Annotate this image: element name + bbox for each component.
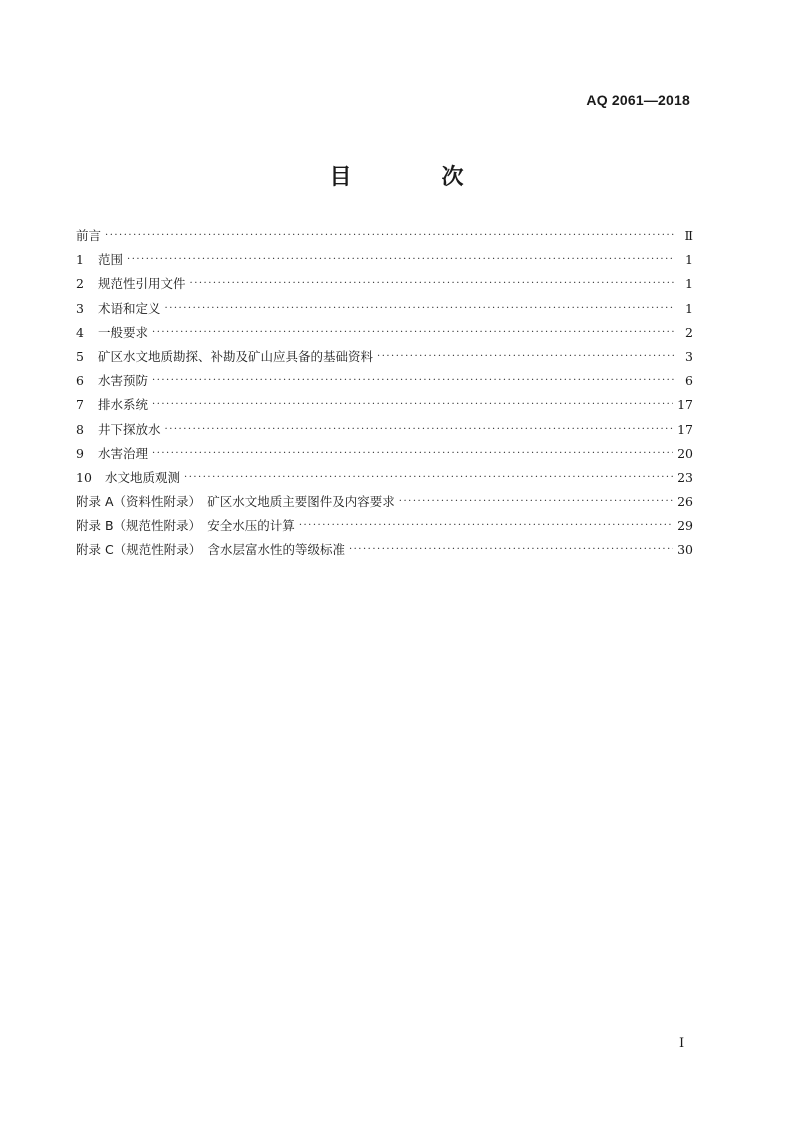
toc-leader-dots: [152, 375, 675, 386]
toc-entry-page: 20: [677, 445, 693, 461]
toc-entry-7[interactable]: [76, 395, 693, 419]
toc-entry-9[interactable]: [76, 444, 693, 468]
toc-entry-1[interactable]: [76, 250, 693, 274]
toc-leader-dots: [105, 230, 675, 241]
toc-entry-page: 30: [677, 542, 693, 558]
toc-leader-dots: [349, 544, 673, 555]
toc-entry-page: 3: [685, 348, 693, 364]
toc-entry-number: 10: [76, 469, 92, 485]
toc-entry-label: 术语和定义: [98, 300, 161, 316]
toc-entry-label: 排水系统: [98, 397, 149, 413]
toc-entry-appendix-b[interactable]: [76, 516, 693, 540]
toc-entry-page: 17: [677, 421, 693, 437]
toc-entry-label: 水文地质观测: [105, 469, 181, 485]
toc-leader-dots: [152, 448, 673, 459]
toc-entry-label: 附录 C（规范性附录） 含水层富水性的等级标准: [76, 542, 345, 558]
toc-leader-dots: [377, 351, 675, 362]
toc-entry-label: 附录 A（资料性附录） 矿区水文地质主要图件及内容要求: [76, 494, 395, 510]
toc-entry-number: 8: [76, 421, 84, 437]
toc-entry-label: 规范性引用文件: [98, 276, 186, 292]
toc-entry-page: 6: [685, 373, 693, 389]
toc-leader-dots: [152, 399, 673, 410]
standard-code: AQ 2061—2018: [586, 92, 690, 108]
toc-leader-dots: [190, 278, 675, 289]
toc-entry-label: 井下探放水: [98, 421, 161, 437]
toc-entry-number: 6: [76, 373, 84, 389]
toc-leader-dots: [184, 472, 673, 483]
toc-entry-label: 附录 B（规范性附录） 安全水压的计算: [76, 518, 295, 534]
toc-entry-number: 4: [76, 324, 84, 340]
table-of-contents: [76, 226, 693, 565]
toc-entry-foreword[interactable]: [76, 226, 693, 250]
toc-entry-label: 水害预防: [98, 373, 149, 389]
toc-leader-dots: [299, 520, 673, 531]
toc-entry-number: 3: [76, 300, 84, 316]
toc-entry-page: 1: [685, 300, 693, 316]
toc-entry-4[interactable]: [76, 323, 693, 347]
toc-entry-appendix-a[interactable]: [76, 492, 693, 516]
page-title: 目 次: [329, 165, 498, 190]
toc-entry-3[interactable]: [76, 299, 693, 323]
toc-leader-dots: [165, 303, 675, 314]
toc-entry-page: 2: [685, 324, 693, 340]
toc-entry-appendix-c[interactable]: [76, 540, 693, 564]
toc-entry-label: 范围: [98, 252, 124, 268]
toc-entry-label: 矿区水文地质勘探、补勘及矿山应具备的基础资料: [98, 348, 374, 364]
toc-entry-number: 2: [76, 276, 84, 292]
toc-entry-10[interactable]: [76, 468, 693, 492]
toc-entry-page: Ⅱ: [684, 228, 693, 243]
toc-entry-6[interactable]: [76, 371, 693, 395]
page-number: I: [679, 1036, 685, 1051]
toc-entry-number: 7: [76, 397, 84, 413]
toc-entry-number: 9: [76, 445, 84, 461]
toc-entry-label: 一般要求: [98, 324, 149, 340]
toc-leader-dots: [165, 424, 674, 435]
toc-entry-5[interactable]: [76, 347, 693, 371]
toc-leader-dots: [127, 254, 675, 265]
toc-entry-page: 1: [685, 252, 693, 268]
toc-entry-page: 23: [677, 469, 693, 485]
toc-entry-page: 26: [677, 494, 693, 510]
toc-entry-page: 29: [677, 518, 693, 534]
toc-entry-2[interactable]: [76, 274, 693, 298]
toc-entry-page: 17: [677, 397, 693, 413]
toc-leader-dots: [152, 327, 675, 338]
toc-entry-8[interactable]: [76, 420, 693, 444]
toc-entry-page: 1: [685, 276, 693, 292]
toc-entry-label: 水害治理: [98, 445, 149, 461]
toc-entry-label: 前言: [76, 228, 102, 243]
toc-entry-number: 5: [76, 348, 84, 364]
toc-entry-number: 1: [76, 252, 84, 268]
toc-leader-dots: [399, 496, 673, 507]
